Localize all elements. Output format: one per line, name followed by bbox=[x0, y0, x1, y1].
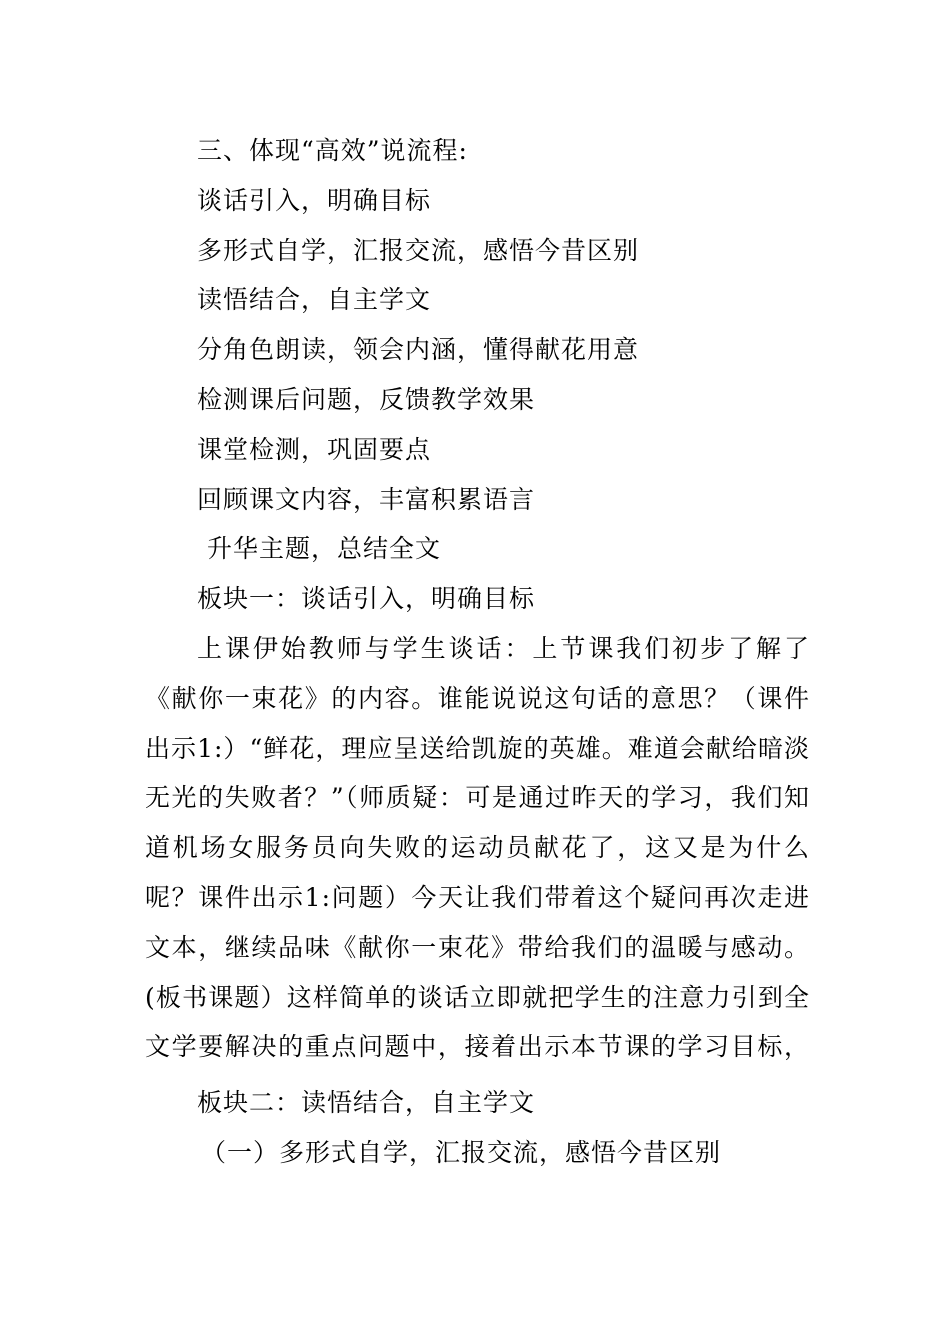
section-heading: 三、体现“高效”说流程: bbox=[197, 136, 468, 165]
flow-item-2: 多形式自学，汇报交流，感悟今昔区别 bbox=[197, 235, 640, 265]
flow-item-5: 检测课后问题，反馈教学效果 bbox=[197, 384, 536, 414]
block-one-paragraph: 上课伊始教师与学生谈话：上节课我们初步了解了《献你一束花》的内容。谁能说说这句话的意思？（课件出示1:）“鲜花，理应呈送给凯旋的英雄。难道会献给暗淡无光的失败者？”（师质疑：可是通过昨天的学习，我们知道机场女服务员向失败的运动员献花了，这又是为什么呢？课件出示1:问题）今天让我们带着这个疑问再次走进文本，继续品味《献你一束花》带给我们的温暖与感动。(板书课题）这样简单的谈话立即就把学生的注意力引到全文学要解决的重点问题中，接着出示本节课的学习目标， bbox=[145, 633, 810, 1062]
flow-item-7: 回顾课文内容，丰富积累语言 bbox=[197, 484, 536, 514]
block-one-title: 板块一：谈话引入，明确目标 bbox=[197, 584, 536, 614]
flow-item-3: 读悟结合，自主学文 bbox=[197, 285, 432, 315]
flow-item-6: 课堂检测，巩固要点 bbox=[197, 434, 432, 464]
flow-item-1: 谈话引入，明确目标 bbox=[197, 185, 432, 215]
sub-heading-one: （一）多形式自学，汇报交流，感悟今昔区别 bbox=[201, 1137, 722, 1167]
block-two-title: 板块二：读悟结合，自主学文 bbox=[197, 1087, 536, 1117]
document-body bbox=[145, 126, 810, 1178]
flow-item-4: 分角色朗读，领会内涵，懂得献花用意 bbox=[197, 335, 640, 365]
flow-item-8: 升华主题，总结全文 bbox=[207, 534, 442, 564]
